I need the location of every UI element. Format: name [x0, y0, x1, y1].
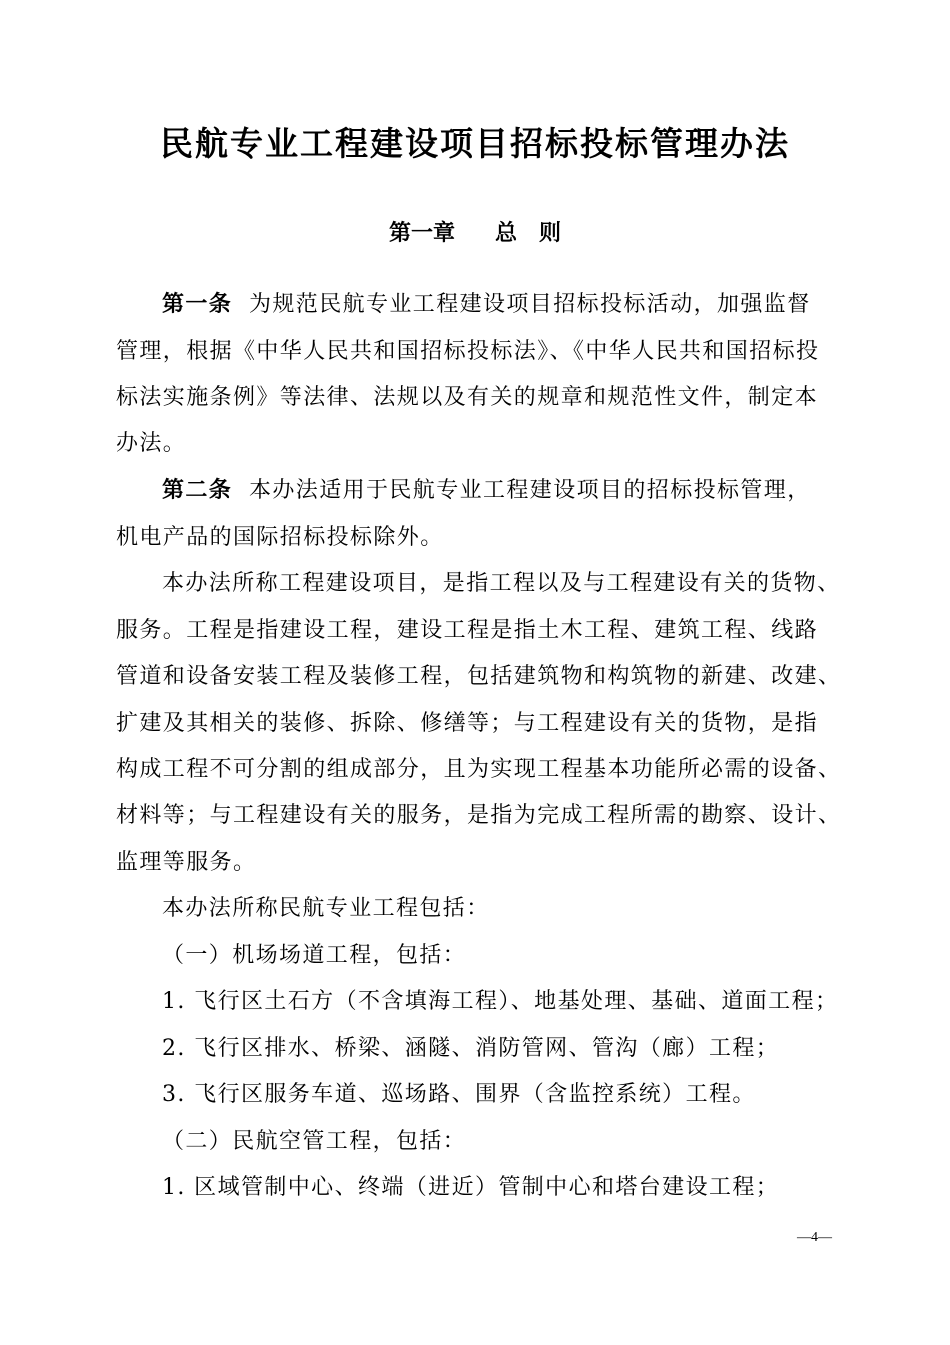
section1-item-1: 1. 飞行区土石方（不含填海工程）、地基处理、基础、道面工程；	[162, 989, 839, 1014]
document-title: 民航专业工程建设项目招标投标管理办法	[160, 124, 790, 163]
article2-line-2: 机电产品的国际招标投标除外。	[116, 525, 444, 550]
section1-item-2: 2. 飞行区排水、桥梁、涵隧、消防管网、管沟（廊）工程；	[162, 1036, 780, 1061]
para4: 本办法所称民航专业工程包括：	[162, 896, 490, 921]
para3-line-7: 监理等服务。	[116, 850, 257, 875]
para3-line-2: 服务。工程是指建设工程，建设工程是指土木工程、建筑工程、线路	[116, 618, 819, 643]
article1-line-2: 管理，根据《中华人民共和国招标投标法》、《中华人民共和国招标投	[116, 339, 820, 364]
chapter-heading	[0, 216, 950, 247]
article1-label: 第一条	[162, 292, 233, 317]
section2-item-1: 1. 区域管制中心、终端（进近）管制中心和塔台建设工程；	[162, 1175, 780, 1200]
article1-line-1	[162, 294, 811, 316]
section2-heading: （二）民航空管工程，包括：	[162, 1129, 467, 1154]
article2-text-1: 本办法适用于民航专业工程建设项目的招标投标管理，	[249, 478, 811, 503]
para3-line-5: 构成工程不可分割的组成部分，且为实现工程基本功能所必需的设备、	[116, 757, 842, 782]
section1-heading: （一）机场场道工程，包括：	[162, 943, 467, 968]
para3-line-3: 管道和设备安装工程及装修工程，包括建筑物和构筑物的新建、改建、	[116, 664, 842, 689]
article1-line-3: 标法实施条例》等法律、法规以及有关的规章和规范性文件，制定本	[116, 385, 819, 410]
para3-line-4: 扩建及其相关的装修、拆除、修缮等；与工程建设有关的货物，是指	[116, 711, 819, 736]
section1-item-3: 3. 飞行区服务车道、巡场路、围界（含监控系统）工程。	[162, 1082, 756, 1107]
chapter-number: 第一章	[388, 221, 455, 246]
article1-line-4: 办法。	[116, 431, 187, 456]
para3-line-1: 本办法所称工程建设项目，是指工程以及与工程建设有关的货物、	[162, 571, 841, 596]
article1-text-1: 为规范民航专业工程建设项目招标投标活动，加强监督	[249, 292, 811, 317]
article2-label: 第二条	[162, 478, 233, 503]
chapter-title-2: 则	[539, 221, 562, 246]
article2-line-1	[162, 480, 811, 502]
chapter-title-1: 总	[494, 221, 517, 246]
para3-line-6: 材料等；与工程建设有关的服务，是指为完成工程所需的勘察、设计、	[116, 803, 842, 828]
page-number: —4—	[797, 1230, 832, 1245]
